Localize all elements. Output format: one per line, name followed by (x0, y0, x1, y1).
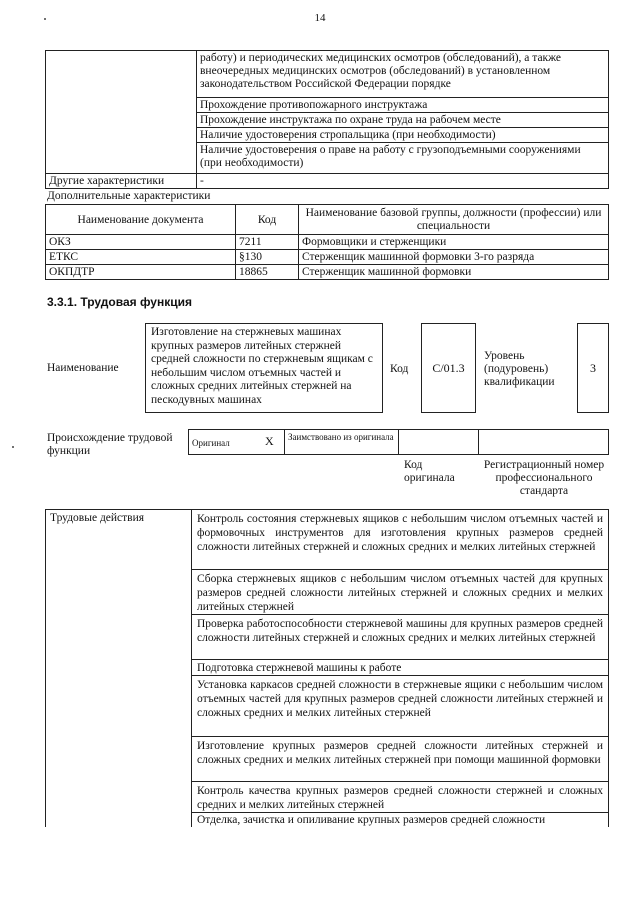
column-header: Наименование документа (45, 204, 236, 235)
table-row (196, 142, 609, 174)
action-text: Отделка, зачистка и опиливание крупных размеров средней сложности (197, 814, 546, 826)
level-value: 3 (590, 361, 596, 375)
section-title: 3.3.1. Трудовая функция (47, 295, 192, 309)
code-original-box (398, 429, 479, 455)
level-value-box (577, 323, 609, 413)
action-text: Проверка работоспособности стержневой машины для крупных размеров средней сложности литейных стержней и сложных средних и мелких литейных стержней (197, 618, 603, 644)
other-characteristics-value (196, 173, 609, 189)
table-cell: §130 (235, 249, 299, 265)
reg-number-box (478, 429, 609, 455)
additional-title: Дополнительные характеристики (47, 190, 211, 202)
reg-number-label: Регистрационный номер профессионального стандарта (483, 459, 605, 497)
action-text: Сборка стержневых ящиков с небольшим числом отъемных частей для крупных размеров средней сложности литейных стержней и сложных средних и мелких литейных стержней (197, 573, 603, 613)
action-text: Изготовление крупных размеров средней сложности литейных стержней и сложных средних и мелких литейных стержней при помощи машинной формовки (197, 740, 603, 766)
action-item (191, 569, 609, 615)
actions-label-cell (45, 509, 192, 827)
function-name-text: Изготовление на стержневых машинах крупных размеров литейных стержней средней сложности по стержневым ящикам с небольшим числом отъемных частей и сложных средних литейных стержней на пескодувных машинах (151, 326, 373, 406)
table-cell: ОКПДТР (45, 264, 236, 280)
borrowed-box (284, 429, 399, 455)
action-text: Контроль состояния стержневых ящиков с небольшим числом отъемных частей и формовочных инструментов для изготовления крупных размеров средней сложности литейных стержней и сложных средних и мелких литейных стержней (197, 513, 603, 553)
original-box (188, 429, 285, 455)
row-text: Прохождение противопожарного инструктажа (200, 99, 428, 111)
original-label: Оригинал (192, 438, 230, 448)
table-cell: Стерженщик машинной формовки 3-го разряда (298, 249, 609, 265)
table-row (196, 97, 609, 113)
action-item (191, 736, 609, 782)
action-item (191, 509, 609, 570)
row-text: Наличие удостоверения стропальщика (при необходимости) (200, 129, 496, 141)
table-cell: ЕТКС (45, 249, 236, 265)
action-item (191, 675, 609, 737)
table-cell: Формовщики и стерженщики (298, 234, 609, 250)
origin-label: Происхождение трудовой функции (47, 432, 173, 457)
name-label: Наименование (47, 362, 119, 374)
borrowed-label: Заимствовано из оригинала (288, 432, 394, 442)
scan-dot (44, 18, 46, 20)
row-label: Другие характеристики (49, 175, 165, 187)
characteristics-label-cell (45, 50, 197, 174)
action-text: Подготовка стержневой машины к работе (197, 662, 402, 674)
page-number: 14 (314, 12, 326, 24)
original-mark: X (265, 434, 274, 448)
row-text: работу) и периодических медицинских осмотров (обследований), а также внеочередных медицинских осмотров (обследований) в установленном законодательством Российской Федерации порядке (200, 52, 562, 90)
actions-label: Трудовые действия (50, 512, 145, 524)
code-original-label: Код оригинала (404, 459, 455, 484)
action-item (191, 659, 609, 676)
level-label: Уровень (подуровень) квалификации (484, 350, 555, 388)
row-text: - (200, 175, 204, 187)
table-row (196, 50, 609, 98)
scan-dot (12, 446, 14, 448)
action-text: Контроль качества крупных размеров средней сложности стержней и сложных средних и мелких литейных стержней (197, 785, 603, 811)
column-header: Наименование базовой группы, должности (профессии) или специальности (298, 204, 609, 235)
action-item (191, 812, 609, 827)
column-header: Код (235, 204, 299, 235)
table-cell: Стерженщик машинной формовки (298, 264, 609, 280)
row-text: Наличие удостоверения о праве на работу с грузоподъемными сооружениями (при необходимости) (200, 144, 581, 169)
row-text: Прохождение инструктажа по охране труда на рабочем месте (200, 114, 501, 126)
code-value-box (421, 323, 476, 413)
table-cell: ОКЗ (45, 234, 236, 250)
table-cell: 18865 (235, 264, 299, 280)
code-value: C/01.3 (432, 361, 465, 375)
action-text: Установка каркасов средней сложности в стержневые ящики с небольшим числом отъемных частей для крупных размеров средней сложности литейных стержней и сложных средних и мелких литейных стержней (197, 679, 603, 719)
table-cell: 7211 (235, 234, 299, 250)
table-row (196, 112, 609, 128)
action-item (191, 614, 609, 660)
table-row (196, 127, 609, 143)
function-name-box (145, 323, 383, 413)
code-label: Код (390, 363, 409, 375)
other-characteristics-label (45, 173, 197, 189)
action-item (191, 781, 609, 813)
